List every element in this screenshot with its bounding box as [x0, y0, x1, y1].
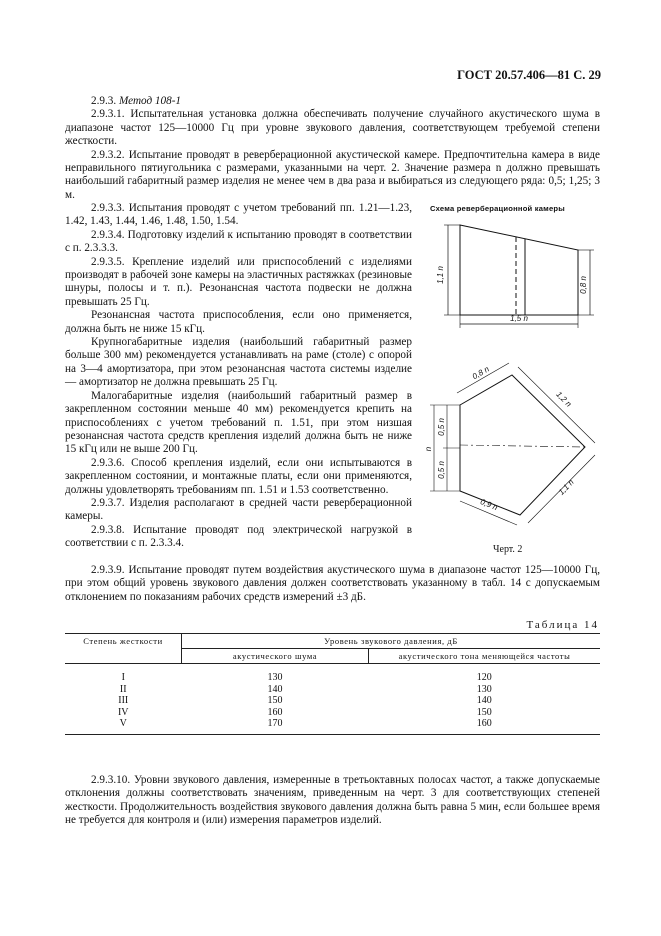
label-upper-right: 1,2 n	[554, 389, 574, 409]
cell-noise: 140	[267, 683, 283, 695]
label-top-edge: 0,8 n	[470, 364, 491, 382]
header-pressure-group: Уровень звукового давления, дБ	[182, 634, 601, 649]
cell-degree: V	[65, 718, 182, 734]
header-degree: Степень жесткости	[65, 634, 182, 664]
side-view	[444, 225, 594, 328]
header-noise: акустического шума	[182, 649, 369, 664]
figure-title: Схема реверберационной камеры	[430, 204, 565, 213]
para-2-9-3-7: 2.9.3.7. Изделия располагают в средней части реверберационной камеры.	[65, 496, 412, 523]
label-left-total: n	[424, 446, 433, 452]
cell-degree: II	[119, 683, 127, 695]
page-header: ГОСТ 20.57.406—81 С. 29	[457, 68, 601, 82]
para-2-9-3-5: 2.9.3.5. Крепление изделий или приспособлений с изделиями производят в рабочей зоне камеры на эластичных растяжках (резиновые шнуры, полосы и т. п.). Резонансная частота подвески не должна превышать 25 Гц.	[65, 255, 412, 308]
left-column	[65, 202, 412, 551]
label-bottom-width: 1,5 n	[510, 314, 528, 323]
table-row	[65, 707, 600, 719]
para-2-9-3-10-block	[65, 774, 600, 828]
table-caption: Таблица 14	[526, 619, 599, 631]
cell-noise: 150	[267, 695, 283, 707]
para-large-items: Крупногабаритные изделия (наибольший габаритный размер больше 300 мм) рекомендуется устанавливать на раме (столе) с опорой на 3—4 амортизатора, при этом резонансная частота системы изделие — амортизатор не должна превышать 25 Гц.	[65, 336, 412, 389]
header-tone: акустического тона меняющейся частоты	[369, 649, 601, 664]
label-side-height: 1,1 n	[436, 266, 445, 284]
cell-degree: IV	[117, 706, 129, 718]
para-2-9-3-10: 2.9.3.10. Уровни звукового давления, измеренные в третьоктавных полосах частот, а также допускаемые отклонения должны соответствовать значениям, приведенным на черт. 3 для соответствующих степеней жесткости. Продолжительность воздействия звукового давления должна быть равна 5 мин, если большее время не требуется для контроля и (или) измерения параметров изделий.	[65, 774, 600, 827]
plan-view	[430, 363, 595, 525]
table-row	[65, 672, 600, 684]
cell-tone: 130	[476, 683, 492, 695]
para-2-9-3-9-block	[65, 564, 600, 604]
cell-degree: I	[121, 672, 125, 683]
cell-tone: 160	[369, 718, 601, 734]
table-row	[65, 684, 600, 696]
table-14	[65, 633, 600, 735]
para-2-9-3-1: 2.9.3.1. Испытательная установка должна обеспечивать получение случайного акустического шума в диапазоне частот 125—10000 Гц при уровне звукового давления, соответствующем требуемой степени жесткости.	[65, 108, 600, 148]
cell-noise: 170	[182, 718, 369, 734]
cell-degree: III	[118, 695, 129, 707]
figure-caption: Черт. 2	[493, 544, 523, 555]
label-lower-right: 1,1 n	[556, 477, 576, 497]
para-2-9-3-3: 2.9.3.3. Испытания проводят с учетом требований пп. 1.21—1.23, 1.42, 1.43, 1.44, 1.46, 1.48, 1.50, 1.54.	[65, 202, 412, 228]
label-bottom-edge: 0,9 n	[479, 497, 499, 513]
para-2-9-3-8: 2.9.3.8. Испытание проводят под электрической нагрузкой в соответствии с п. 2.3.3.4.	[65, 523, 412, 550]
cell-noise: 130	[267, 672, 283, 683]
para-2-9-3-6: 2.9.3.6. Способ крепления изделий, если они испытываются в закрепленном состоянии, и монтажные платы, если они применяются, должны удовлетворять требованиям пп. 1.51 и 1.53 соответственно.	[65, 456, 412, 496]
table-row	[65, 695, 600, 707]
para-small-items: Малогабаритные изделия (наибольший габаритный размер в закрепленном состоянии меньше 40 мм) рекомендуется крепить на приспособлениях с учетом требований п. 1.51, при этом низшая резонансная частота средств крепления изделий должна быть не ниже 15 кГц или не выше 200 Гц.	[65, 389, 412, 456]
chamber-diagram	[420, 215, 610, 540]
section-2-9-3-block	[65, 95, 600, 202]
cell-tone: 140	[476, 695, 492, 707]
para-2-9-3-2: 2.9.3.2. Испытание проводят в реверберационной акустической камере. Предпочтительна камера в виде неправильного пятиугольника с размерами, указанными на черт. 2. Значение размера n должно превышать наибольший габаритный размер изделия не менее чем в два раза и выбираться из следующего ряда: 0,5; 1,25; 3 м.	[65, 148, 600, 201]
cell-noise: 160	[267, 706, 283, 718]
method-heading: 2.9.3. Метод 108-1	[91, 95, 182, 107]
cell-tone: 150	[476, 706, 492, 718]
cell-tone: 120	[476, 672, 492, 683]
para-resonance: Резонансная частота приспособления, если оно применяется, должна быть не ниже 15 кГц.	[65, 309, 412, 335]
para-2-9-3-4: 2.9.3.4. Подготовку изделий к испытанию проводят в соответствии с п. 2.3.3.3.	[65, 228, 412, 255]
label-left-upper: 0,5 n	[437, 418, 446, 436]
label-left-lower: 0,5 n	[437, 461, 446, 479]
label-right-height: 0,8 n	[579, 276, 588, 294]
para-2-9-3-9: 2.9.3.9. Испытание проводят путем воздействия акустического шума в диапазоне частот 125—10000 Гц, при этом общий уровень звукового давления должен соответствовать указанному в табл. 14 с допускаемым отклонением по показаниям рабочих средств измерений ±3 дБ.	[65, 564, 600, 603]
table-row	[65, 718, 600, 734]
